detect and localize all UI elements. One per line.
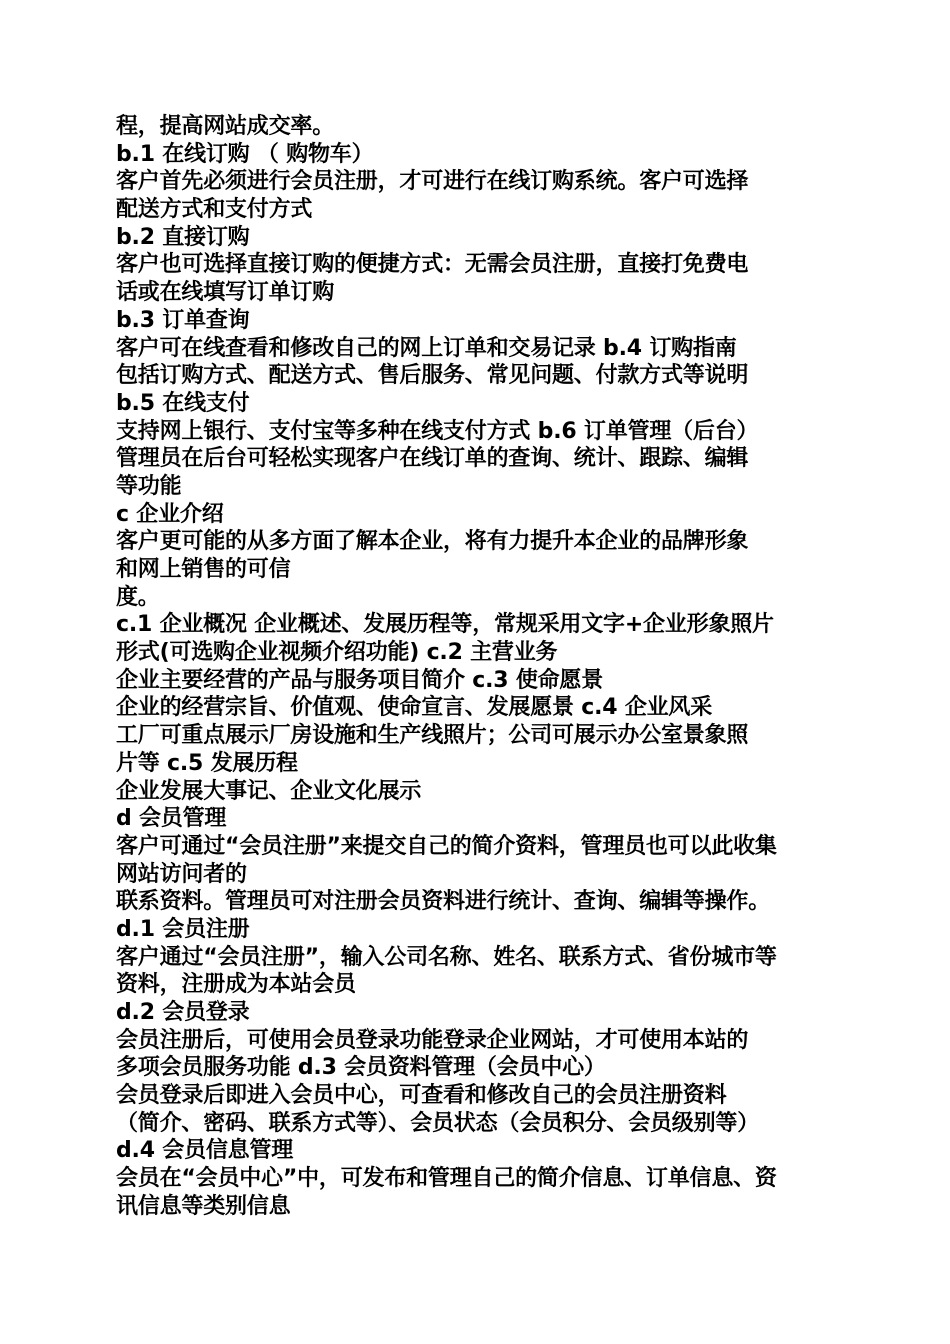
text-line: 等功能 — [116, 473, 182, 499]
text-line: （简介、密码、联系方式等）、会员状态（会员积分、会员级别等） — [116, 1110, 760, 1136]
text-line: 客户可通过“会员注册”来提交自己的简介资料，管理员也可以此收集 — [116, 833, 777, 859]
text-line: b.2 直接订购 — [116, 224, 250, 250]
document-body — [116, 113, 916, 1221]
text-line: 客户更可能的从多方面了解本企业，将有力提升本企业的品牌形象 — [116, 529, 749, 555]
text-line: 客户可在线查看和修改自己的网上订单和交易记录 b.4 订购指南 — [116, 335, 737, 361]
text-line: 企业的经营宗旨、价值观、使命宣言、发展愿景 c.4 企业风采 — [116, 695, 713, 721]
text-line: 配送方式和支付方式 — [116, 197, 313, 223]
text-line: 片等 c.5 发展历程 — [116, 750, 298, 776]
text-line: d.1 会员注册 — [116, 916, 250, 942]
text-line: 客户首先必须进行会员注册，才可进行在线订购系统。客户可选择 — [116, 169, 749, 195]
text-line: 客户通过“会员注册”，输入公司名称、姓名、联系方式、省份城市等 — [116, 944, 777, 970]
text-line: 管理员在后台可轻松实现客户在线订单的查询、统计、跟踪、编辑 — [116, 446, 749, 472]
text-line: 包括订购方式、配送方式、售后服务、常见问题、付款方式等说明 — [116, 363, 749, 389]
text-line: 客户也可选择直接订购的便捷方式：无需会员注册，直接打免费电 — [116, 252, 749, 278]
text-line: 话或在线填写订单订购 — [116, 280, 335, 306]
text-line: 程，提高网站成交率。 — [116, 114, 335, 139]
text-line: b.1 在线订购 （ 购物车） — [116, 141, 374, 167]
text-line: d.4 会员信息管理 — [116, 1138, 294, 1164]
text-line: c 企业介绍 — [116, 501, 224, 527]
text-line: 会员在“会员中心”中，可发布和管理自己的简介信息、订单信息、资 — [116, 1166, 777, 1192]
text-line: 工厂可重点展示厂房设施和生产线照片；公司可展示办公室景象照 — [116, 723, 749, 749]
text-line: b.5 在线支付 — [116, 390, 250, 416]
text-line: 多项会员服务功能 d.3 会员资料管理（会员中心） — [116, 1055, 606, 1081]
text-line: 企业发展大事记、企业文化展示 — [116, 778, 422, 804]
text-line: 度。 — [116, 584, 160, 610]
text-line: d 会员管理 — [116, 806, 227, 832]
text-line: 和网上销售的可信 — [116, 557, 291, 582]
text-line: d.2 会员登录 — [116, 1000, 250, 1025]
text-line: c.1 企业概况 企业概述、发展历程等，常规采用文字+企业形象照片 — [116, 612, 774, 638]
text-line: 讯信息等类别信息 — [116, 1193, 291, 1219]
text-line: 网站访问者的 — [116, 861, 247, 887]
text-line: b.3 订单查询 — [116, 307, 250, 333]
text-line: 会员登录后即进入会员中心，可查看和修改自己的会员注册资料 — [116, 1083, 727, 1109]
text-line: 会员注册后，可使用会员登录功能登录企业网站，才可使用本站的 — [116, 1027, 749, 1053]
text-line: 企业主要经营的产品与服务项目简介 c.3 使命愿景 — [116, 667, 604, 693]
text-line: 支持网上银行、支付宝等多种在线支付方式 b.6 订单管理（后台） — [116, 418, 759, 444]
text-line: 资料，注册成为本站会员 — [116, 972, 356, 998]
text-line: 联系资料。管理员可对注册会员资料进行统计、查询、编辑等操作。 — [116, 889, 771, 915]
text-line: 形式(可选购企业视频介绍功能) c.2 主营业务 — [116, 640, 558, 666]
